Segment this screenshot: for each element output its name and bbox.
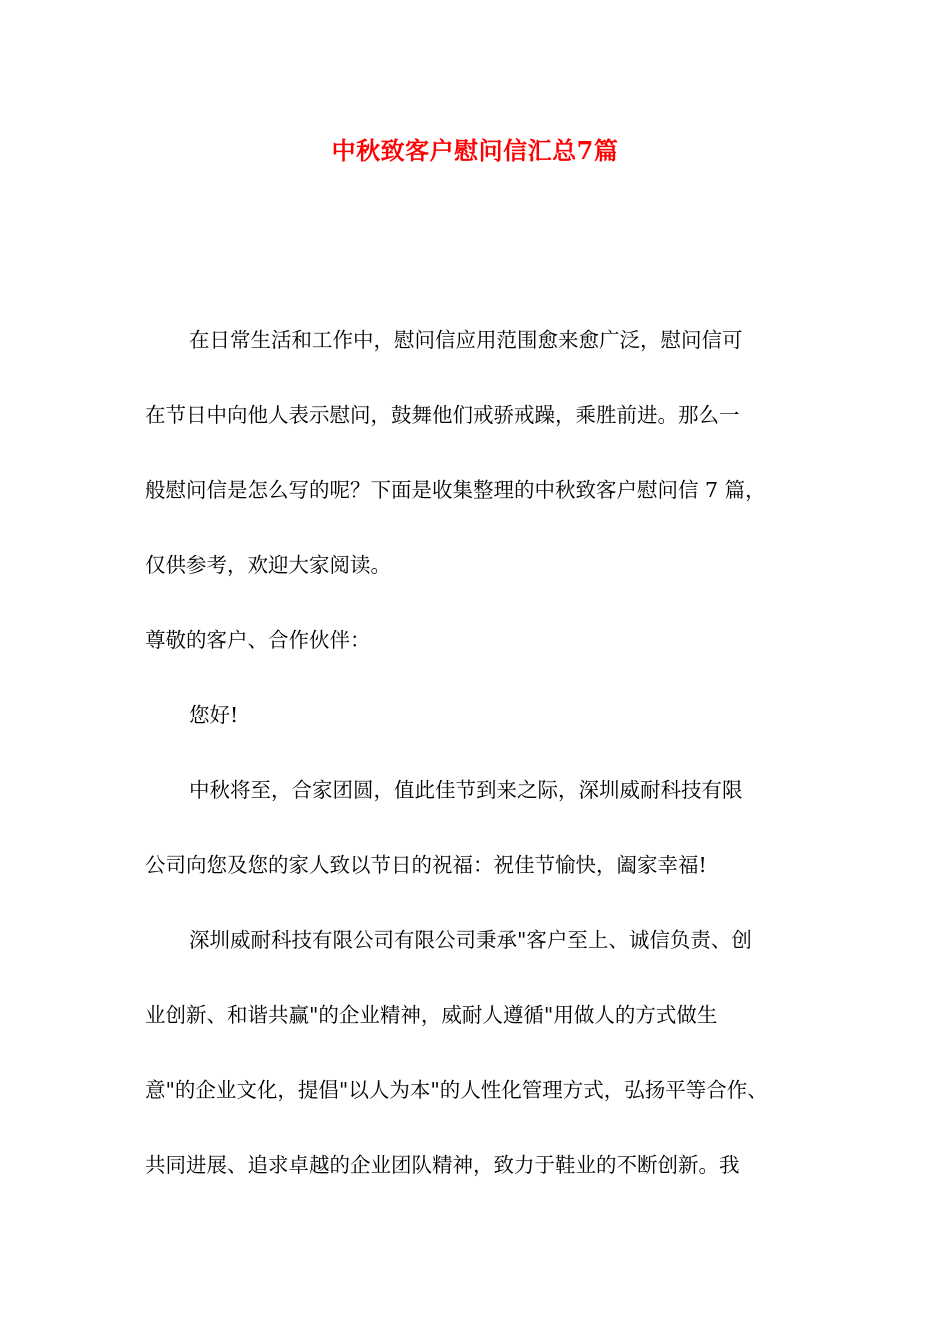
document-title: 中秋致客户慰问信汇总7篇 bbox=[331, 136, 619, 165]
greeting-line: 您好! bbox=[189, 703, 239, 727]
salutation-line: 尊敬的客户、合作伙伴： bbox=[145, 628, 371, 652]
paragraph-line: 在节日中向他人表示慰问，鼓舞他们戒骄戒躁，乘胜前进。那么一 bbox=[145, 403, 740, 427]
paragraph-line: 在日常生活和工作中，慰问信应用范围愈来愈广泛，慰问信可 bbox=[189, 328, 743, 352]
paragraph-line: 公司向您及您的家人致以节日的祝福：祝佳节愉快，阖家幸福! bbox=[145, 853, 707, 877]
paragraph-line: 深圳威耐科技有限公司有限公司秉承"客户至上、诚信负责、创 bbox=[189, 928, 752, 952]
paragraph-line: 业创新、和谐共赢"的企业精神，威耐人遵循"用做人的方式做生 bbox=[145, 1003, 718, 1027]
paragraph-line: 中秋将至，合家团圆，值此佳节到来之际，深圳威耐科技有限 bbox=[189, 778, 743, 802]
paragraph-line: 仅供参考，欢迎大家阅读。 bbox=[145, 553, 391, 577]
paragraph-line: 意"的企业文化，提倡"以人为本"的人性化管理方式，弘扬平等合作、 bbox=[145, 1078, 768, 1102]
paragraph-line: 般慰问信是怎么写的呢？下面是收集整理的中秋致客户慰问信 7 篇， bbox=[145, 478, 766, 502]
paragraph-line: 共同进展、追求卓越的企业团队精神，致力于鞋业的不断创新。我 bbox=[145, 1153, 740, 1177]
